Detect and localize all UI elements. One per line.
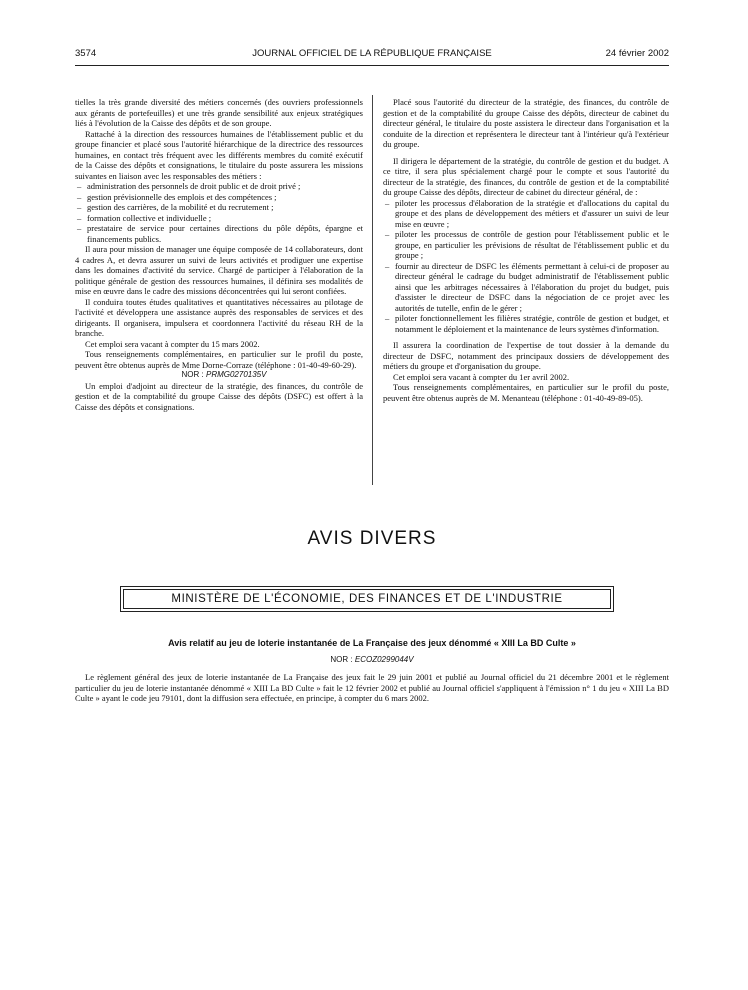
left-paragraph-4: Il conduira toutes études qualitatives et quantitatives nécessaires au pilotage de l'activité et développera une assistance auprès des responsables de services et des dirigeants. Il organisera, impulsera et coordonnera l'activité du réseau RH de la branche. <box>75 296 363 338</box>
list-item: – fournir au directeur de DSFC les éléments permettant à celui-ci de proposer au directeur général le cadrage du budget administratif de l'établissement public ainsi que les arbitrages nécessaires à l'élaboration du projet du budget, puis d'assister le directeur de DSFC dans la négociation de ce projet avec les autorités de tutelle, enfin de le gérer ; <box>383 261 669 314</box>
ministry-box <box>120 586 614 612</box>
list-item: – piloter les processus de contrôle de gestion pour l'établissement public et le groupe, en particulier les prévisions de résultat de l'établissement public et du groupe ; <box>383 229 669 261</box>
left-missions-list <box>75 181 363 244</box>
notice-body: Le règlement général des jeux de loterie instantanée de La Française des jeux fait le 29 juin 2001 et publié au Journal officiel du 21 décembre 2001 et le règlement particulier du jeu de loterie instantanée dénommé « XIII La BD Culte » fait le 12 février 2002 et publié au Journal officiel s'appliquent à l'émission n° 1 du jeu « XIII La BD Culte » ayant le code jeu 79101, dont la diffusion sera effectuée, en principe, à compter du 6 mars 2002. <box>75 672 669 703</box>
left-paragraph-6: Tous renseignements complémentaires, en particulier sur le profil du poste, peuvent être obtenus auprès de Mme Dorne-Corraze (téléphone : 01-40-49-60-29). <box>75 349 363 370</box>
header-rule <box>75 65 669 66</box>
page-number: 3574 <box>75 48 97 59</box>
list-item: – piloter les processus d'élaboration de la stratégie et d'allocations du capital du groupe et des plans de développement des métiers et d'assurer un suivi de leur mise en œuvre ; <box>383 198 669 230</box>
list-item: – formation collective et individuelle ; <box>75 213 363 224</box>
right-paragraph-5: Tous renseignements complémentaires, en particulier sur le profil du poste, peuvent être obtenus auprès de M. Menanteau (téléphone : 01-40-49-89-05). <box>383 382 669 403</box>
nor-label: NOR : <box>330 655 353 664</box>
right-paragraph-2: Il dirigera le département de la stratégie, du contrôle de gestion et du budget. A ce titre, il sera plus spécialement chargé pour le compte et sous l'autorité du directeur de la stratégie, des finances, du contrôle de gestion et de la comptabilité du groupe Caisse des dépôts, directeur de cabinet du directeur général, de : <box>383 155 669 197</box>
nor-label: NOR : <box>181 370 204 379</box>
left-column <box>75 97 363 412</box>
issue-date: 24 février 2002 <box>605 48 669 59</box>
column-divider <box>372 95 373 485</box>
list-item: – administration des personnels de droit public et de droit privé ; <box>75 181 363 192</box>
list-item: – piloter fonctionnellement les filières stratégie, contrôle de gestion et budget, et notamment le déploiement et la maintenance de leurs systèmes d'information. <box>383 313 669 334</box>
right-paragraph-1: Placé sous l'autorité du directeur de la stratégie, des finances, du contrôle de gestion et de la comptabilité du groupe Caisse des dépôts, directeur de cabinet du directeur général, le titulaire du poste assistera le directeur dans l'organisation et la conduite de la direction et représentera le directeur tant à l'intérieur qu'à l'extérieur du groupe. <box>383 97 669 149</box>
right-paragraph-3: Il assurera la coordination de l'expertise de tout dossier à la demande du directeur de DSFC, notamment des principaux dossiers de développement des métiers du groupe et d'organisation du groupe. <box>383 340 669 371</box>
list-item: – gestion des carrières, de la mobilité et du recrutement ; <box>75 202 363 213</box>
notice-nor-reference <box>75 655 669 664</box>
ministry-name: MINISTÈRE DE L'ÉCONOMIE, DES FINANCES ET DE L'INDUSTRIE <box>171 593 563 605</box>
notice-title: Avis relatif au jeu de loterie instantanée de La Française des jeux dénommé « XIII La BD Culte » <box>168 638 576 648</box>
left-paragraph-2: Rattaché à la direction des ressources humaines de l'établissement public et du groupe financier et placé sous l'autorité hiérarchique de la directrice des ressources humaines, en contact très fréquent avec les différents membres du comité exécutif de la Caisse des dépôts et consignations, le titulaire du poste assurera les missions suivantes en liaison avec les responsables des métiers : <box>75 128 363 181</box>
page-header <box>75 48 669 62</box>
list-item: – gestion prévisionnelle des emplois et des compétences ; <box>75 192 363 203</box>
right-missions-list <box>383 198 669 335</box>
list-item: – prestataire de service pour certaines directions du pôle dépôts, épargne et financements publics. <box>75 223 363 244</box>
nor-code: PRMG0270135V <box>205 370 267 379</box>
right-column <box>383 97 669 403</box>
section-heading-avis-divers: AVIS DIVERS <box>307 528 437 549</box>
left-paragraph-5: Cet emploi sera vacant à compter du 15 mars 2002. <box>85 338 260 349</box>
left-paragraph-7: Un emploi d'adjoint au directeur de la stratégie, des finances, du contrôle de gestion et de la comptabilité du groupe Caisse des dépôts (DSFC) est offert à la Caisse des dépôts et consignations. <box>75 380 363 412</box>
nor-reference <box>75 370 363 381</box>
left-paragraph-1: tielles la très grande diversité des métiers concernés (des ouvriers professionnels aux gérants de portefeuilles) et une très grande sensibilité aux enjeux stratégiques liés à l'évolution de la Caisse des dépôts et de son groupe. <box>75 97 363 128</box>
nor-code: ECOZ0299044V <box>354 655 414 664</box>
left-paragraph-3: Il aura pour mission de manager une équipe composée de 14 collaborateurs, dont 4 cadres A, et devra assurer un suivi de leurs activités et prodiguer une expertise dans les domaines d'activité du service. Chargé de participer à l'élaboration de la politique générale de gestion des ressources humaines, il définira ses modalités de mise en œuvre dans le cadre des missions déconcentrées qui lui seront confiées. <box>75 244 363 296</box>
journal-title: JOURNAL OFFICIEL DE LA RÉPUBLIQUE FRANÇAISE <box>252 48 492 59</box>
right-paragraph-4: Cet emploi sera vacant à compter du 1er avril 2002. <box>393 371 570 382</box>
